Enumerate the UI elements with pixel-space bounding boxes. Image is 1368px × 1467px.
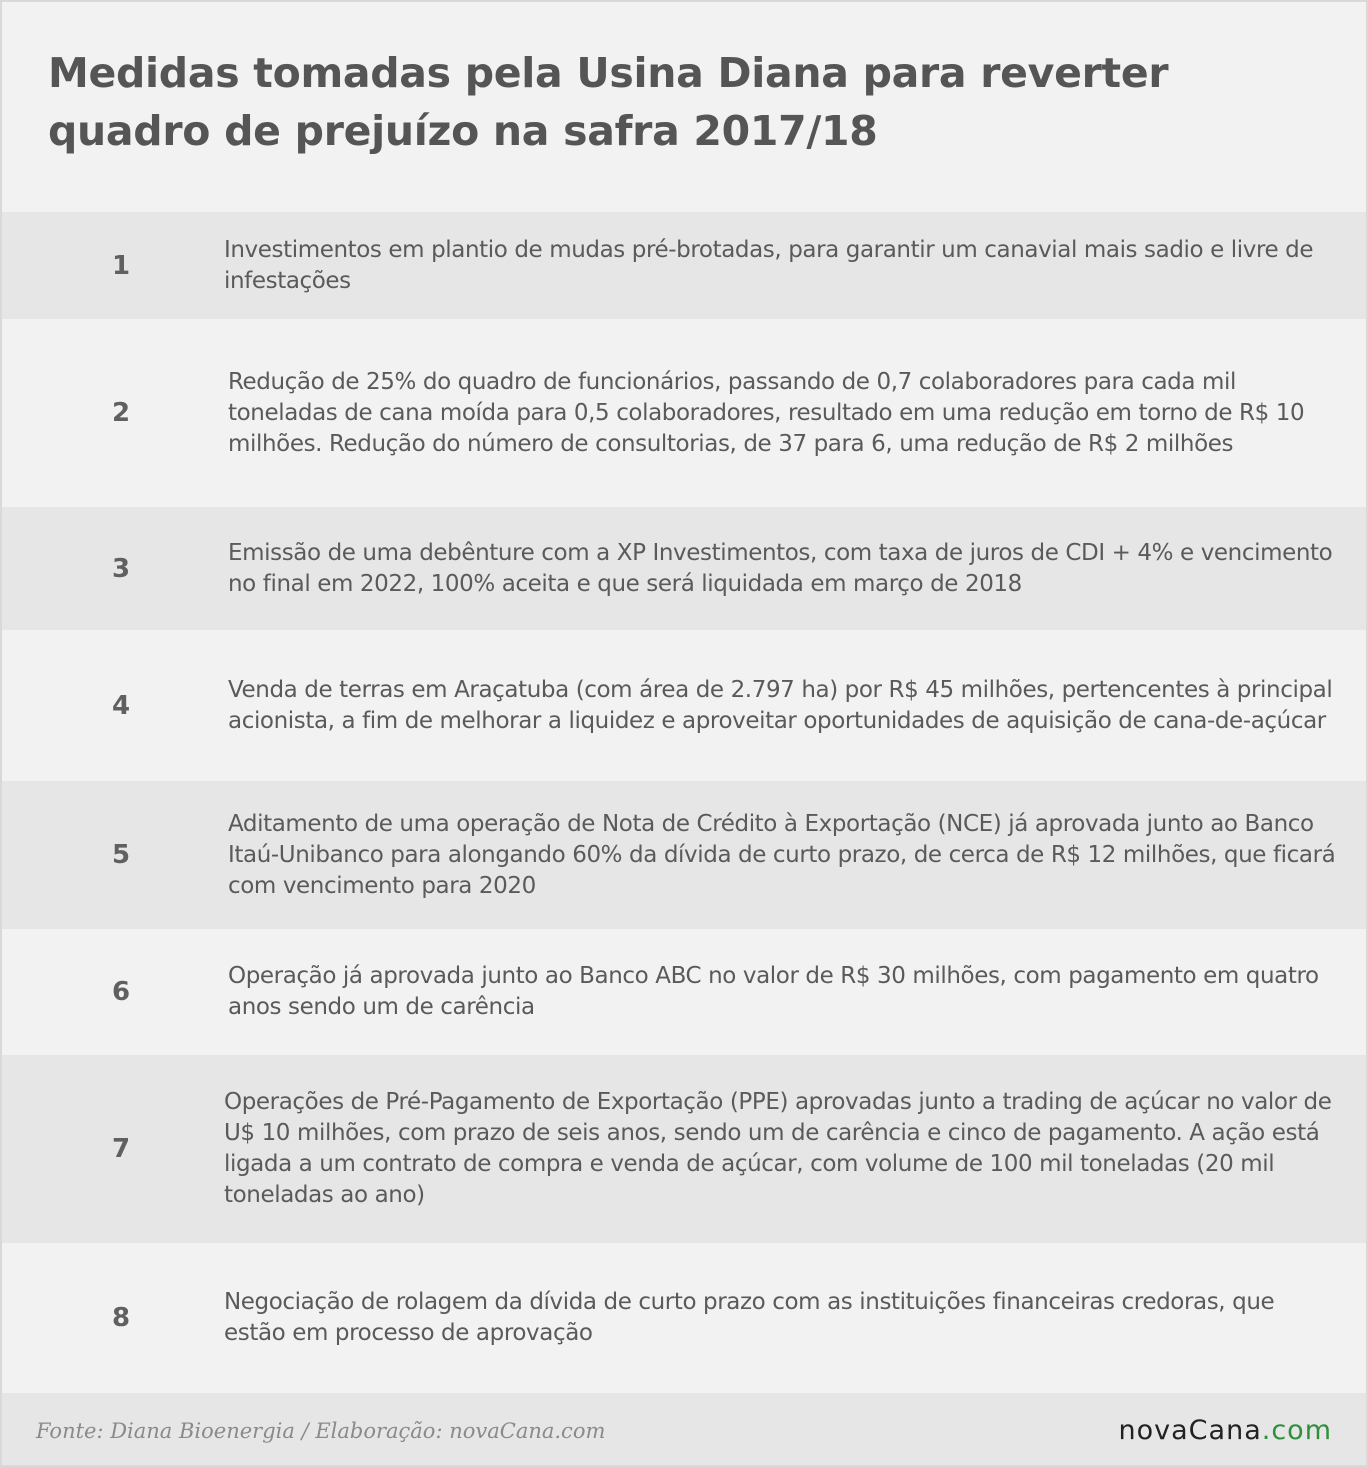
item-number: 2 (111, 398, 131, 428)
item-number: 8 (111, 1303, 131, 1333)
list-item (2, 507, 1366, 630)
item-number: 6 (111, 977, 131, 1007)
source-credit: Fonte: Diana Bioenergia / Elaboração: novaCana.com (36, 1419, 606, 1443)
item-number: 1 (111, 250, 131, 281)
item-number: 4 (111, 690, 131, 721)
list-item (2, 212, 1366, 319)
item-text: Operações de Pré-Pagamento de Exportação (PPE) aprovadas junto a trading de açúcar no valor de U$ 10 milhões, com prazo de seis anos, sendo um de carência e cinco de pagamento. A ação está ligada a um contrato de compra e venda de açúcar, com volume de 100 mil toneladas (20 mil toneladas ao ano) (224, 1089, 1332, 1208)
item-text: Aditamento de uma operação de Nota de Crédito à Exportação (NCE) já aprovada junto ao Banco Itaú-Unibanco para alongando 60% da dívida de curto prazo, de cerca de R$ 12 milhões, que ficará com vencimento para 2020 (228, 810, 1336, 899)
item-text: Operação já aprovada junto ao Banco ABC no valor de R$ 30 milhões, com pagamento em quatro anos sendo um de carência (228, 963, 1319, 1020)
item-text: Negociação de rolagem da dívida de curto prazo com as instituições financeiras credoras, que estão em processo de aprovação (224, 1289, 1275, 1346)
footer (2, 1393, 1366, 1465)
list-item (2, 929, 1366, 1055)
page-title: Medidas tomadas pela Usina Diana para reverter quadro de prejuízo na safra 2017/18 (48, 49, 1169, 155)
item-number: 7 (111, 1134, 131, 1164)
list-item (2, 319, 1366, 507)
list-item (2, 630, 1366, 781)
measures-list (2, 212, 1366, 1393)
item-text: Investimentos em plantio de mudas pré-brotadas, para garantir um canavial mais sadio e livre de infestações (224, 236, 1314, 294)
list-item (2, 781, 1366, 929)
item-text: Venda de terras em Araçatuba (com área de 2.797 ha) por R$ 45 milhões, pertencentes à principal acionista, a fim de melhorar a liquidez e aproveitar oportunidades de aquisição de cana-de-açúcar (228, 676, 1333, 734)
logo-suffix-text: .com (1261, 1415, 1332, 1446)
list-item (2, 1055, 1366, 1243)
item-number: 3 (111, 553, 131, 584)
item-text: Emissão de uma debênture com a XP Investimentos, com taxa de juros de CDI + 4% e vencimento no final em 2022, 100% aceita e que será liquidada em março de 2018 (228, 539, 1333, 597)
item-number: 5 (111, 840, 131, 870)
novacana-logo (1119, 1415, 1332, 1446)
item-text: Redução de 25% do quadro de funcionários, passando de 0,7 colaboradores para cada mil toneladas de cana moída para 0,5 colaboradores, resultado em uma redução em torno de R$ 10 milhões. Redução do número de consultorias, de 37 para 6, uma redução de R$ 2 milhões (228, 368, 1305, 457)
list-item (2, 1243, 1366, 1393)
logo-main-text: novaCana (1118, 1415, 1262, 1446)
